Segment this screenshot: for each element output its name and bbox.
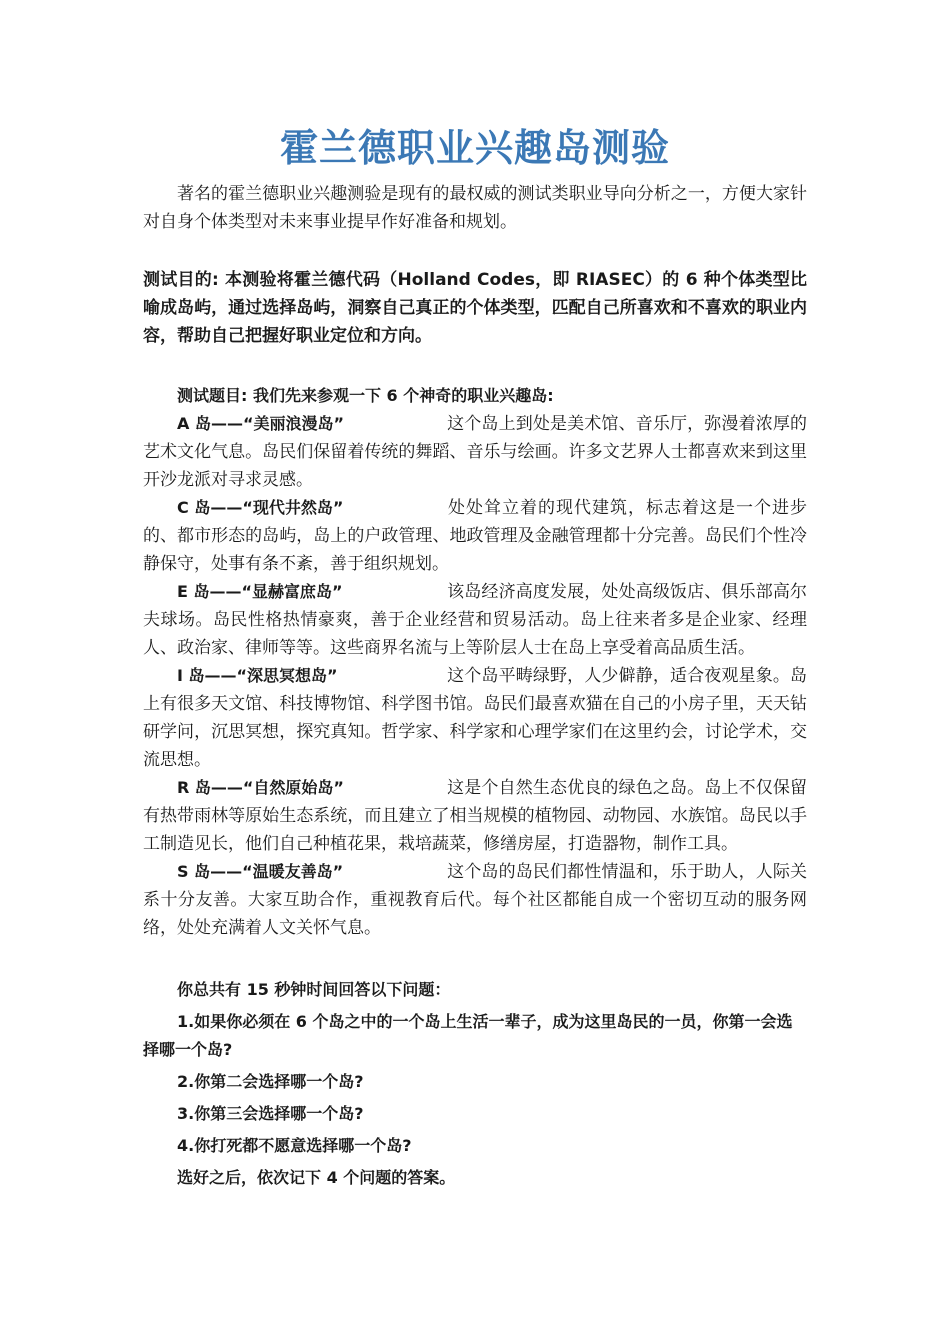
island-i [143, 662, 807, 774]
island-name: E 岛——“显赫富庶岛” [177, 582, 343, 601]
closing-instruction: 选好之后，依次记下 4 个问题的答案。 [177, 1168, 456, 1187]
document-page [143, 118, 807, 1196]
island-r [143, 774, 807, 858]
island-list [143, 410, 807, 942]
island-description: 这个岛上到处是美术馆、音乐厅，弥漫着浓厚的艺术文化气息。岛民们保留着传统的舞蹈、音乐与绘画。许多文艺界人士都喜欢来到这里开沙龙派对寻求灵感。 [143, 414, 807, 490]
island-name: A 岛——“美丽浪漫岛” [177, 414, 344, 433]
island-name: R 岛——“自然原始岛” [177, 778, 344, 797]
island-description: 这是个自然生态优良的绿色之岛。岛上不仅保留有热带雨林等原始生态系统，而且建立了相当规模的植物园、动物园、水族馆。岛民以手工制造见长，他们自己种植花果，栽培蔬菜，修缮房屋，打造器物，制作工具。 [143, 778, 807, 854]
test-heading: 测试题目: 我们先来参观一下 6 个神奇的职业兴趣岛: [177, 386, 554, 405]
island-description: 这个岛的岛民们都性情温和，乐于助人，人际关系十分友善。大家互助合作，重视教育后代。每个社区都能自成一个密切互动的服务网络，处处充满着人文关怀气息。 [143, 862, 807, 938]
test-purpose: 测试目的: 本测验将霍兰德代码（Holland Codes，即 RIASEC）的 6 种个体类型比喻成岛屿，通过选择岛屿，洞察自己真正的个体类型，匹配自己所喜欢和不喜欢的职业内容，帮助自己把握好职业定位和方向。 [143, 270, 807, 346]
island-name: S 岛——“温暖友善岛” [177, 862, 344, 881]
question-2: 2.你第二会选择哪一个岛? [177, 1072, 364, 1091]
question-4: 4.你打死都不愿意选择哪一个岛? [177, 1136, 412, 1155]
island-c [143, 494, 807, 578]
island-description: 处处耸立着的现代建筑，标志着这是一个进步的、都市形态的岛屿，岛上的户政管理、地政管理及金融管理都十分完善。岛民们个性冷静保守，处事有条不紊，善于组织规划。 [143, 498, 807, 574]
intro-paragraph: 著名的霍兰德职业兴趣测验是现有的最权威的测试类职业导向分析之一，方便大家针对自身个体类型对未来事业提早作好准备和规划。 [143, 184, 807, 232]
question-block [143, 976, 807, 1192]
island-s [143, 858, 807, 942]
island-description: 这个岛平畴绿野，人少僻静，适合夜观星象。岛上有很多天文馆、科技博物馆、科学图书馆。岛民们最喜欢猫在自己的小房子里，天天钻研学问，沉思冥想，探究真知。哲学家、科学家和心理学家们在这里约会，讨论学术，交流思想。 [143, 666, 807, 770]
question-3: 3.你第三会选择哪一个岛? [177, 1104, 364, 1123]
island-name: I 岛——“深思冥想岛” [177, 666, 338, 685]
island-a [143, 410, 807, 494]
question-1: 1.如果你必须在 6 个岛之中的一个岛上生活一辈子，成为这里岛民的一员，你第一会选择哪一个岛? [143, 1012, 793, 1059]
document-title: 霍兰德职业兴趣岛测验 [279, 126, 670, 170]
island-e [143, 578, 807, 662]
island-name: C 岛——“现代井然岛” [177, 498, 344, 517]
questions-heading: 你总共有 15 秒钟时间回答以下问题： [177, 980, 451, 999]
island-description: 该岛经济高度发展，处处高级饭店、俱乐部高尔夫球场。岛民性格热情豪爽，善于企业经营和贸易活动。岛上往来者多是企业家、经理人、政治家、律师等等。这些商界名流与上等阶层人士在岛上享受着高品质生活。 [143, 582, 807, 658]
